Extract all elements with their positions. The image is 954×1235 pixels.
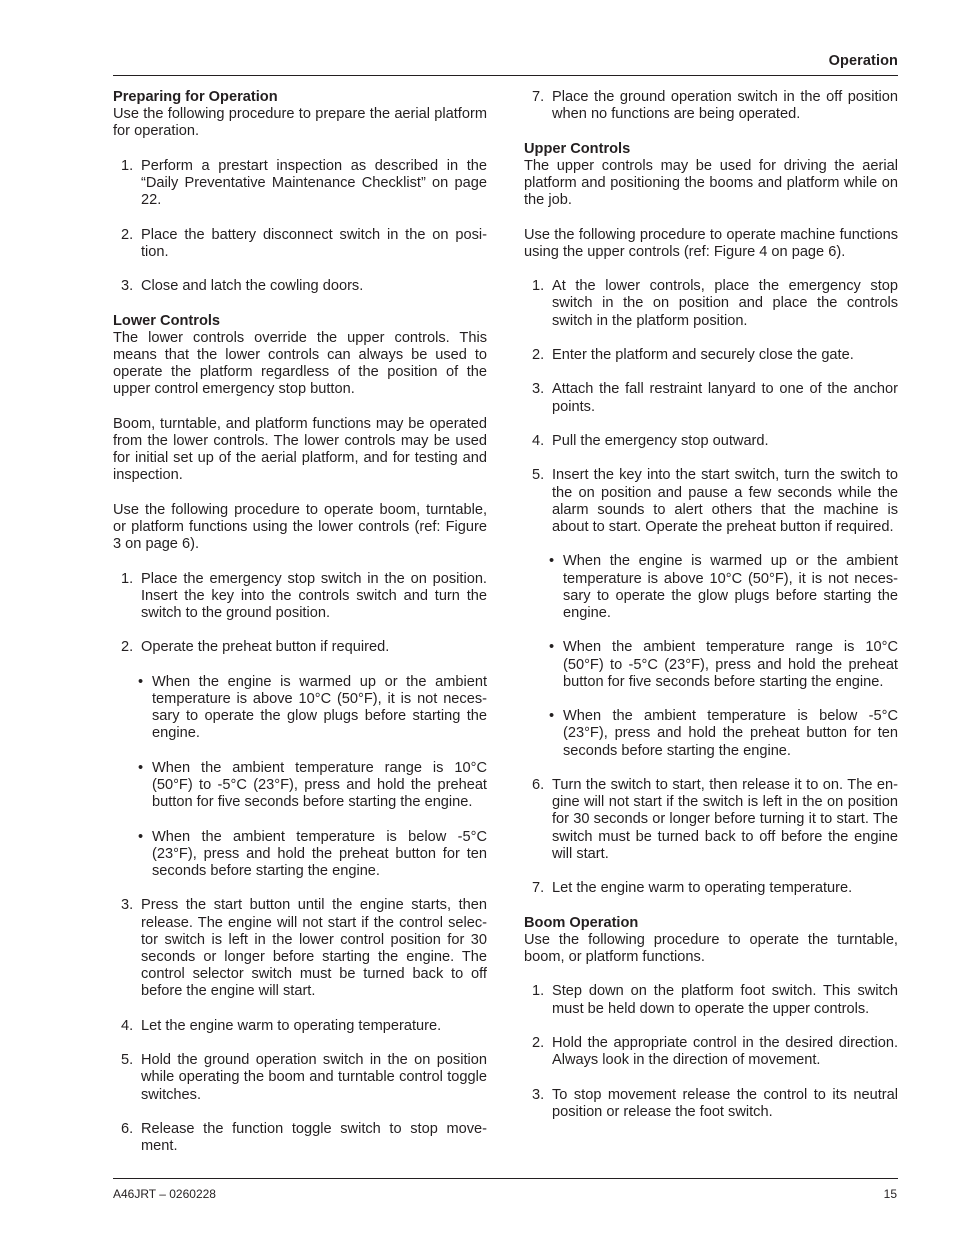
list-item	[524, 278, 898, 330]
list-item	[524, 983, 898, 1017]
bullet-icon: •	[549, 708, 555, 725]
bullet-item	[138, 759, 487, 812]
footer-page-number: 15	[883, 1187, 897, 1201]
section-upper-controls	[524, 141, 898, 898]
bullet-icon: •	[549, 639, 555, 656]
step-number: 3.	[532, 381, 545, 398]
bullet-text: When the ambient temperature range is 10°C (50°F) to -5°C (23°F), press and hold the preheat button for five seconds before starting the engine.	[563, 639, 898, 690]
step-text: Let the engine warm to operating temperature.	[552, 880, 853, 897]
list-item	[524, 89, 898, 123]
list-item	[113, 158, 487, 210]
step-text: Perform a prestart inspection as described in the “Daily Preventative Maintenance Checklist” on page 22.	[141, 157, 487, 209]
step-text: To stop movement release the control to its neutral position or release the foot switch.	[552, 1086, 898, 1120]
step-number: 3.	[121, 278, 134, 295]
step-text: Close and latch the cowling doors.	[141, 278, 364, 295]
section-intro: Use the following procedure to operate the turntable, boom, or platform functions.	[524, 931, 898, 965]
list-item	[113, 571, 487, 623]
step-text: Press the start button until the engine starts, then release. The engine will not start if the control selec-tor switch is left in the lower control position for 30 seconds or longer before starting the engine. The control selector switch must be turned back to off before the engine will start.	[141, 897, 487, 1000]
bullet-icon: •	[138, 673, 144, 690]
section-heading: Preparing for Operation	[113, 89, 278, 105]
bullet-text: When the ambient temperature is below -5°C (23°F), press and hold the preheat button for ten seconds before starting the engine.	[563, 708, 898, 759]
section-heading: Upper Controls	[524, 140, 631, 157]
lower-controls-steps-continued	[524, 89, 898, 123]
paragraph: Boom, turntable, and platform functions may be operated from the lower controls. The lower controls may be used for initial set up of the aerial platform, and for testing and inspection.	[113, 415, 487, 484]
preparing-steps-list	[113, 158, 487, 296]
step-text: Release the function toggle switch to stop move-ment.	[141, 1120, 487, 1155]
step-number: 6.	[121, 1120, 134, 1137]
list-item	[113, 278, 487, 295]
list-item	[113, 1121, 487, 1155]
bullet-text: When the engine is warmed up or the ambient temperature is above 10°C (50°F), it is not neces-sary to operate the glow plugs before starting the engine.	[152, 673, 487, 742]
paragraph: Use the following procedure to operate boom, turntable, or platform functions using the lower controls (ref: Figure 3 on page 6).	[113, 501, 487, 553]
header-rule	[113, 75, 898, 76]
bullet-text: When the ambient temperature is below -5°C (23°F), press and hold the preheat button for ten seconds before starting the engine.	[152, 828, 487, 879]
list-item	[113, 897, 487, 1000]
footer-rule	[113, 1178, 898, 1179]
step-text: Pull the emergency stop outward.	[552, 432, 769, 449]
list-item	[113, 639, 487, 880]
page-header-title: Operation	[828, 53, 898, 69]
step-text: Step down on the platform foot switch. This switch must be held down to operate the upper controls.	[552, 983, 898, 1017]
list-item	[524, 347, 898, 364]
list-item	[524, 467, 898, 759]
bullet-item	[138, 828, 487, 881]
step-text: At the lower controls, place the emergency stop switch in the on position and place the controls switch in the platform position.	[552, 278, 898, 329]
list-item	[113, 1018, 487, 1035]
upper-controls-steps-list	[524, 278, 898, 897]
section-preparing-for-operation	[113, 89, 487, 295]
bullet-icon: •	[549, 553, 555, 570]
list-item	[524, 381, 898, 415]
list-item	[524, 1035, 898, 1069]
bullet-text: When the engine is warmed up or the ambient temperature is above 10°C (50°F), it is not neces-sary to operate the glow plugs before starting the engine.	[563, 553, 898, 621]
step-number: 2.	[532, 1034, 545, 1051]
step-text: Place the battery disconnect switch in the on posi-tion.	[141, 226, 487, 260]
list-item	[524, 1087, 898, 1121]
paragraph: The upper controls may be used for driving the aerial platform and positioning the booms and platform while on the job.	[524, 157, 898, 209]
paragraph: Use the following procedure to operate machine functions using the upper controls (ref: Figure 4 on page 6).	[524, 226, 898, 260]
bullet-item	[138, 673, 487, 743]
paragraph: The lower controls override the upper controls. This means that the lower controls can always be used to operate the platform regardless of the position of the upper control emergency stop button.	[113, 329, 487, 398]
step-number: 3.	[532, 1086, 545, 1103]
list-item	[113, 1052, 487, 1104]
step-number: 5.	[532, 467, 545, 484]
step-number: 1.	[121, 570, 134, 587]
step-text: Attach the fall restraint lanyard to one of the anchor points.	[552, 381, 898, 415]
step-number: 3.	[121, 897, 134, 914]
bullet-text: When the ambient temperature range is 10°C (50°F) to -5°C (23°F), press and hold the preheat button for five seconds before starting the engine.	[152, 759, 487, 811]
list-item	[524, 777, 898, 863]
step-number: 7.	[532, 89, 545, 105]
section-heading: Boom Operation	[524, 914, 639, 931]
list-item	[524, 880, 898, 897]
step-text: Turn the switch to start, then release it to on. The en-gine will not start if the switch is left in the on position for 30 seconds or longer before turning it to start. The switch must be turned back to off before the engine will start.	[552, 776, 898, 862]
step-text: Operate the preheat button if required.	[141, 639, 390, 656]
section-lower-controls	[113, 313, 487, 1156]
step-text: Enter the platform and securely close the gate.	[552, 346, 854, 363]
step-text: Hold the ground operation switch in the on position while operating the boom and turntable control toggle switches.	[141, 1052, 487, 1103]
bullet-item	[549, 708, 898, 760]
boom-operation-steps-list	[524, 983, 898, 1121]
right-column	[524, 89, 898, 1138]
bullet-item	[549, 553, 898, 622]
step-text: Let the engine warm to operating temperature.	[141, 1017, 442, 1034]
section-heading: Lower Controls	[113, 312, 221, 329]
step-number: 2.	[121, 639, 134, 656]
preheat-bullets-list	[138, 673, 487, 880]
footer-doc-id: A46JRT – 0260228	[113, 1187, 216, 1201]
preheat-bullets-list	[549, 553, 898, 759]
section-boom-operation	[524, 915, 898, 1121]
step-number: 1.	[121, 157, 134, 174]
left-column	[113, 89, 487, 1173]
step-number: 2.	[121, 226, 134, 243]
step-text: Hold the appropriate control in the desired direction. Always look in the direction of movement.	[552, 1034, 898, 1069]
step-number: 1.	[532, 983, 545, 1000]
step-number: 6.	[532, 776, 545, 793]
list-item	[113, 227, 487, 261]
bullet-item	[549, 639, 898, 691]
step-text: Place the ground operation switch in the off position when no functions are being operated.	[552, 89, 898, 123]
bullet-icon: •	[138, 759, 144, 776]
step-text: Place the emergency stop switch in the on position. Insert the key into the controls switch and turn the switch to the ground position.	[141, 570, 487, 621]
bullet-icon: •	[138, 828, 144, 845]
step-number: 4.	[532, 432, 545, 449]
list-item	[524, 433, 898, 450]
step-number: 2.	[532, 346, 545, 363]
step-number: 5.	[121, 1052, 134, 1069]
section-intro: Use the following procedure to prepare the aerial platform for operation.	[113, 106, 487, 140]
step-text: Insert the key into the start switch, turn the switch to the on position and pause a few seconds while the alarm sounds to alert others that the machine is about to start. Operate the preheat button if required.	[552, 467, 898, 535]
step-number: 1.	[532, 278, 545, 295]
lower-controls-steps-list	[113, 571, 487, 1156]
step-number: 4.	[121, 1017, 134, 1034]
step-number: 7.	[532, 880, 545, 897]
